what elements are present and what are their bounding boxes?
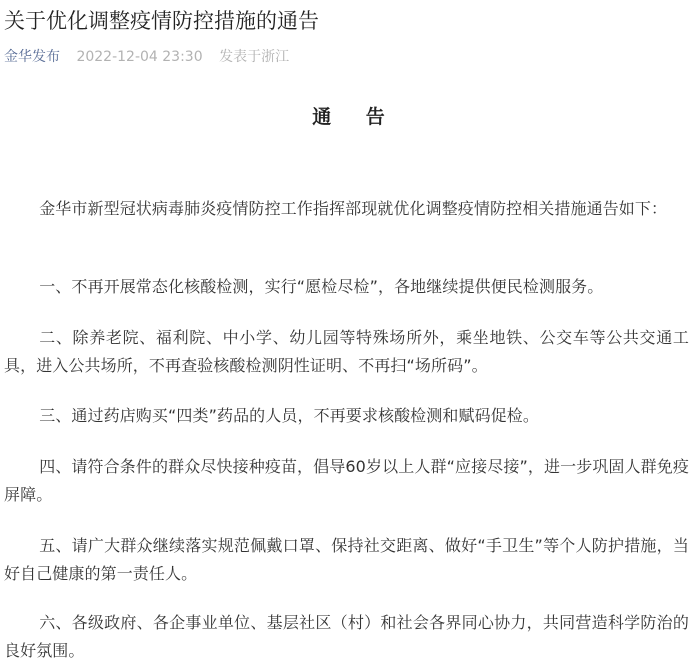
paragraph-intro: 金华市新型冠状病毒肺炎疫情防控工作指挥部现就优化调整疫情防控相关措施通告如下： bbox=[39, 199, 668, 218]
article-meta bbox=[4, 46, 289, 68]
notice-heading: 通 告 bbox=[312, 106, 399, 128]
publish-date: 2022-12-04 23:30 bbox=[76, 49, 203, 65]
paragraph-item-1: 一、不再开展常态化核酸检测，实行“愿检尽检”，各地继续提供便民检测服务。 bbox=[39, 277, 604, 296]
paragraph-item-6: 六、各级政府、各企事业单位、基层社区（村）和社会各界同心协力，共同营造科学防治的良好氛围。 bbox=[4, 613, 689, 660]
publish-location: 发表于浙江 bbox=[219, 49, 290, 65]
article-title: 关于优化调整疫情防控措施的通告 bbox=[4, 9, 319, 33]
paragraph-item-5: 五、请广大群众继续落实规范佩戴口罩、保持社交距离、做好“手卫生”等个人防护措施，当好自己健康的第一责任人。 bbox=[4, 536, 689, 583]
paragraph-item-3: 三、通过药店购买“四类”药品的人员，不再要求核酸检测和赋码促检。 bbox=[39, 406, 539, 425]
paragraph-item-2: 二、除养老院、福利院、中小学、幼儿园等特殊场所外，乘坐地铁、公交车等公共交通工具，进入公共场所，不再查验核酸检测阴性证明、不再扫“场所码”。 bbox=[4, 328, 689, 375]
paragraph-item-4: 四、请符合条件的群众尽快接种疫苗，倡导60岁以上人群“应接尽接”，进一步巩固人群免疫屏障。 bbox=[4, 457, 689, 504]
author-link[interactable]: 金华发布 bbox=[4, 49, 60, 65]
